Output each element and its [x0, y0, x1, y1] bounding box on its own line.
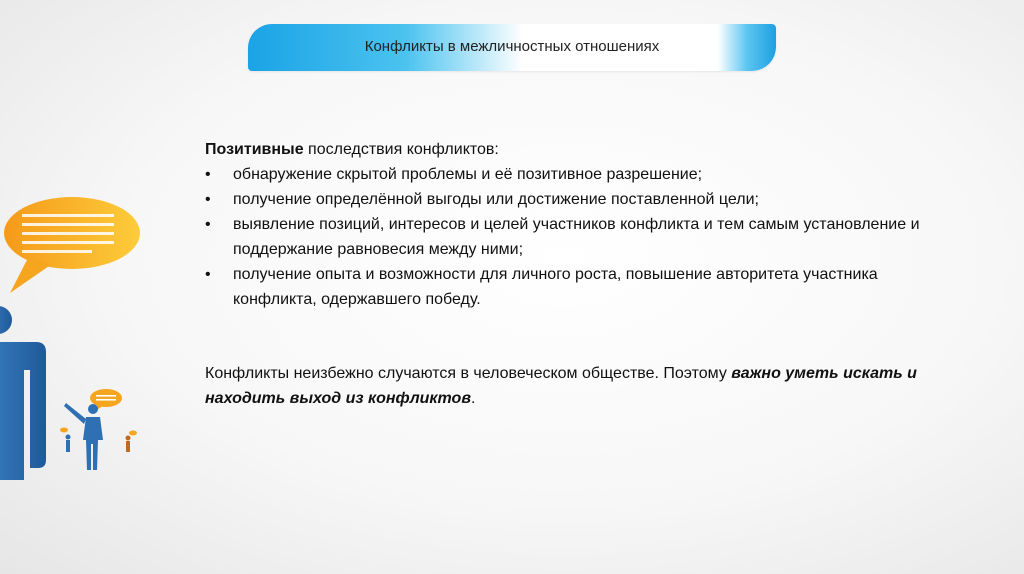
- speech-bubble-icon: [4, 197, 140, 293]
- slide-title: Конфликты в межличностных отношениях: [364, 38, 660, 55]
- bullet-text: получение определённой выгоды или достижение поставленной цели;: [233, 191, 759, 208]
- intro-line: [205, 137, 945, 162]
- bullet-item: [205, 262, 945, 312]
- bullet-item: [205, 212, 945, 262]
- content-block: [205, 137, 945, 411]
- conclusion-emphasis: важно уметь искать и находить выход из конфликтов: [205, 365, 917, 407]
- bullet-item: [205, 162, 945, 187]
- decoration-illustration: [0, 190, 150, 480]
- bullet-marker: •: [205, 191, 211, 208]
- bullet-marker: •: [205, 266, 211, 283]
- bullet-marker: •: [205, 216, 211, 233]
- bullet-list: [205, 162, 945, 312]
- conclusion-paragraph: [205, 361, 945, 411]
- tiny-person-icon: [60, 428, 71, 453]
- bullet-text: получение опыта и возможности для личного роста, повышение авторитета участника конфликта, одержавшего победу.: [233, 266, 878, 308]
- title-banner: [248, 24, 776, 71]
- intro-bold: Позитивные: [205, 141, 304, 158]
- conclusion-start: Конфликты неизбежно случаются в человеческом обществе. Поэтому: [205, 365, 732, 382]
- bullet-text: обнаружение скрытой проблемы и её позитивное разрешение;: [233, 166, 703, 183]
- conclusion-end: .: [470, 390, 476, 407]
- intro-rest: последствия конфликтов:: [303, 141, 499, 158]
- person-figure-icon: [0, 306, 46, 480]
- bullet-item: [205, 187, 945, 212]
- bullet-text: выявление позиций, интересов и целей участников конфликта и тем самым установление и поддержание равновесия между ними;: [233, 216, 920, 258]
- tiny-person-icon: [126, 431, 138, 453]
- bullet-marker: •: [205, 166, 211, 183]
